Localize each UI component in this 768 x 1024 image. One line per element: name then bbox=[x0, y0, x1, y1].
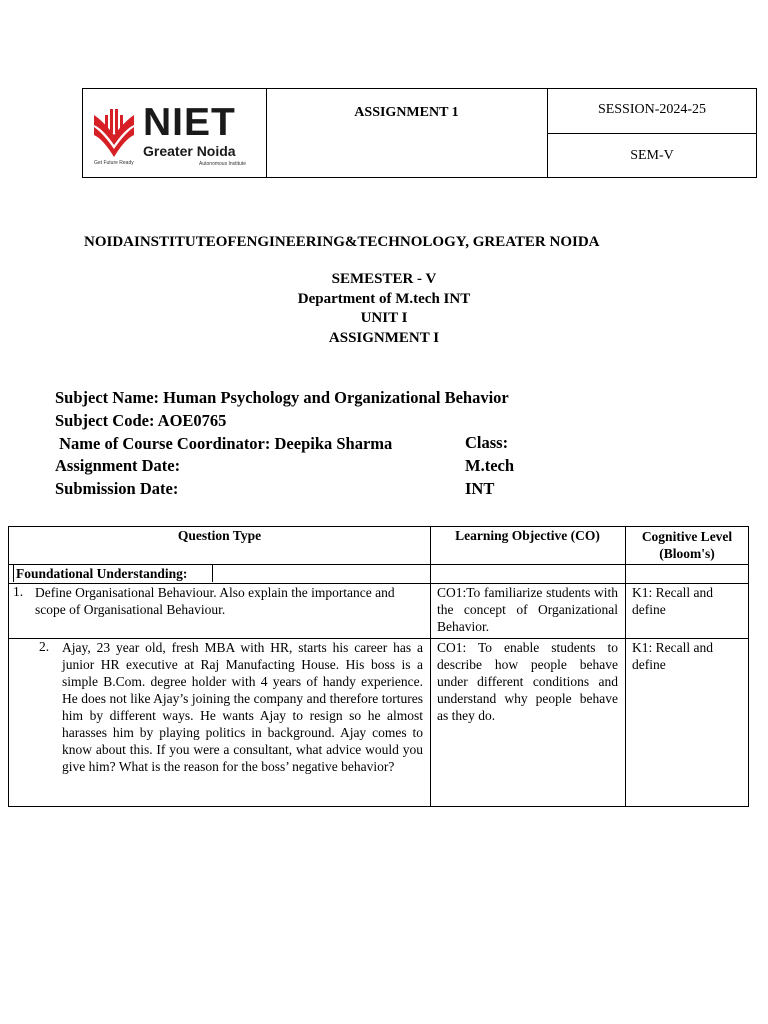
logo-subtitle: Greater Noida bbox=[143, 143, 236, 159]
cognitive-level-text: K1: Recall and define bbox=[632, 585, 713, 617]
assignment-cell bbox=[266, 89, 548, 177]
semester-label: SEM-V bbox=[630, 148, 674, 163]
logo-cell bbox=[83, 89, 267, 177]
submission-date: Submission Date: bbox=[55, 479, 179, 499]
column-divider bbox=[625, 527, 626, 806]
assignment-title: ASSIGNMENT 1 bbox=[354, 105, 459, 120]
assignment-date: Assignment Date: bbox=[55, 456, 181, 476]
niet-emblem-icon bbox=[91, 105, 137, 161]
cognitive-level-text: K1: Recall and define bbox=[632, 640, 713, 672]
question-text: Ajay, 23 year old, fresh MBA with HR, starts his career has a junior HR executive at Raj Manufacting House. His boss is a simple B.Com. degree holder with 4 years of handy experience. He does not like Ajay’s joining the company and therefore tortures him by different ways. He wants Ajay to resign so he almost harasses him by playing politics in background. Ajay comes to know about this. If you were a consultant, what advice would you give him? What is the reason for the boss’ negative behavior? bbox=[62, 640, 423, 774]
department-heading: Department of M.tech INT bbox=[297, 290, 471, 307]
learning-objective-text: CO1: To enable students to describe how people behave under different conditions and understand why people behave as they do. bbox=[437, 640, 618, 723]
class-label: Class: M.tech INT bbox=[465, 433, 515, 498]
subject-meta bbox=[55, 387, 515, 501]
heading-block bbox=[0, 270, 768, 348]
logo-autonomous: Autonomous Institute bbox=[199, 161, 246, 167]
institute-name: NOIDAINSTITUTEOFENGINEERING&TECHNOLOGY, GREATER NOIDA bbox=[84, 234, 600, 250]
subject-code: Subject Code: AOE0765 bbox=[55, 410, 227, 430]
column-header-cognitive-level: Cognitive Level (Bloom's) bbox=[641, 529, 733, 561]
course-coordinator: Name of Course Coordinator: Deepika Sharma bbox=[55, 433, 393, 453]
document-header bbox=[82, 88, 757, 178]
semester-heading: SEMESTER - V bbox=[331, 271, 437, 287]
assignment-heading: ASSIGNMENT I bbox=[328, 329, 440, 346]
question-number: 1. bbox=[13, 584, 24, 599]
section-label: Foundational Understanding: bbox=[16, 566, 188, 581]
learning-objective-text: CO1:To familiarize students with the concept of Organizational Behavior. bbox=[437, 585, 618, 634]
column-header-question-type: Question Type bbox=[177, 528, 262, 543]
question-table bbox=[8, 526, 749, 807]
semester-cell bbox=[548, 134, 756, 177]
column-divider bbox=[430, 527, 431, 806]
session-cell bbox=[548, 89, 756, 134]
question-text: Define Organisational Behaviour. Also explain the importance and scope of Organisational Behaviour. bbox=[35, 585, 395, 617]
logo-tagline: Get Future Ready bbox=[94, 160, 134, 166]
subject-name: Subject Name: Human Psychology and Organizational Behavior bbox=[55, 388, 509, 407]
session-label: SESSION-2024-25 bbox=[597, 102, 707, 117]
column-header-learning-objective: Learning Objective (CO) bbox=[455, 528, 600, 543]
logo-title: NIET bbox=[143, 101, 236, 144]
niet-logo bbox=[91, 101, 261, 167]
unit-heading: UNIT I bbox=[360, 310, 408, 326]
question-number: 2. bbox=[39, 639, 50, 654]
